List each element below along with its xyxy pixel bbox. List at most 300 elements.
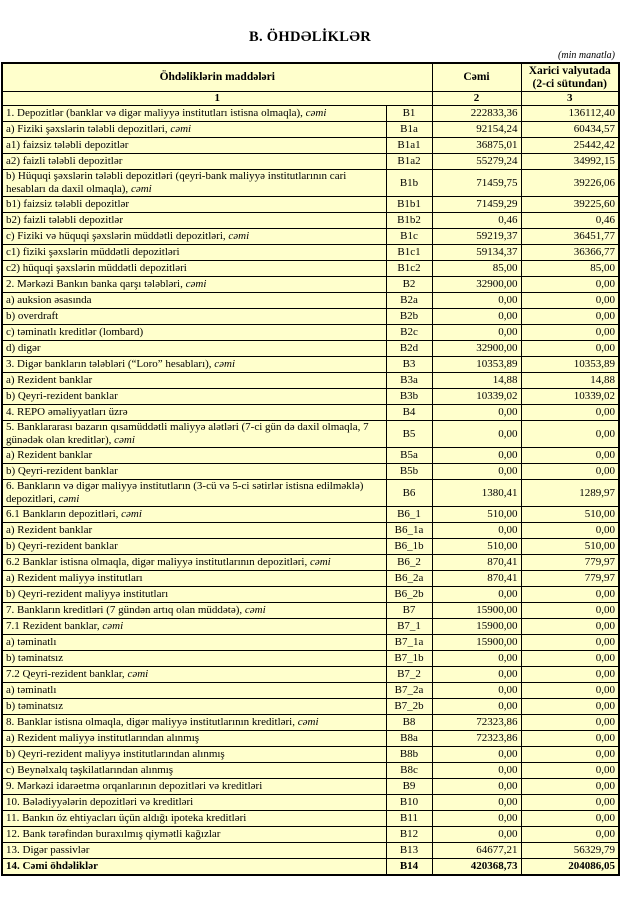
row-label-cell (2, 555, 386, 571)
row-code-cell: B7_1 (386, 619, 432, 635)
row-total-cell: 0,00 (432, 811, 521, 827)
table-row (2, 341, 619, 357)
row-foreign-cell: 25442,42 (521, 138, 619, 154)
row-label-text: c) Fiziki və hüquqi şəxslərin müddətli depozitləri, (6, 230, 226, 242)
row-total-cell: 71459,75 (432, 170, 521, 197)
row-code-cell: B8b (386, 747, 432, 763)
row-foreign-cell: 779,97 (521, 571, 619, 587)
row-code-cell: B7_1a (386, 635, 432, 651)
row-code-cell: B2a (386, 293, 432, 309)
table-row (2, 555, 619, 571)
table-header-row (2, 63, 619, 92)
row-foreign-cell: 85,00 (521, 261, 619, 277)
row-label-cell (2, 170, 386, 197)
table-row (2, 245, 619, 261)
row-foreign-cell: 36451,77 (521, 229, 619, 245)
row-total-cell: 10353,89 (432, 357, 521, 373)
column-number-items: 1 (2, 92, 432, 106)
row-total-cell: 0,00 (432, 667, 521, 683)
table-row (2, 779, 619, 795)
table-row (2, 587, 619, 603)
row-foreign-cell: 0,00 (521, 667, 619, 683)
row-foreign-cell: 0,00 (521, 731, 619, 747)
row-label-cell (2, 507, 386, 523)
row-label-cell (2, 389, 386, 405)
row-foreign-cell: 14,88 (521, 373, 619, 389)
liabilities-table (1, 62, 620, 876)
table-row (2, 699, 619, 715)
row-total-cell: 1380,41 (432, 480, 521, 507)
row-code-cell: B6_2a (386, 571, 432, 587)
row-total-cell: 420368,73 (432, 859, 521, 876)
row-foreign-cell: 0,00 (521, 747, 619, 763)
row-label-cell (2, 154, 386, 170)
row-label-text: a) Rezident banklar (6, 374, 93, 386)
row-code-cell: B6_2 (386, 555, 432, 571)
row-label-cell (2, 245, 386, 261)
row-label-em: cəmi (130, 183, 152, 195)
row-label-text: a) Rezident maliyyə institutları (6, 572, 143, 584)
row-total-cell: 15900,00 (432, 603, 521, 619)
table-row (2, 619, 619, 635)
row-label-text: b) Qeyri-rezident banklar (6, 390, 118, 402)
row-code-cell: B7_2 (386, 667, 432, 683)
row-foreign-cell: 136112,40 (521, 106, 619, 122)
row-label-cell (2, 421, 386, 448)
row-label-text: a) Fiziki şəxslərin tələbli depozitləri, (6, 123, 168, 135)
row-foreign-cell: 0,00 (521, 603, 619, 619)
row-code-cell: B5a (386, 448, 432, 464)
row-label-text: 3. Digər bankların tələbləri (“Loro” hesabları), (6, 358, 212, 370)
row-label-cell (2, 309, 386, 325)
row-foreign-cell: 0,00 (521, 325, 619, 341)
table-row (2, 523, 619, 539)
row-code-cell: B3a (386, 373, 432, 389)
table-row (2, 667, 619, 683)
row-label-cell (2, 464, 386, 480)
column-header-total: Cəmi (432, 63, 521, 92)
row-label-text: b1) faizsiz tələbli depozitlər (6, 198, 130, 210)
row-label-text: b) təminatsız (6, 652, 64, 664)
table-row (2, 405, 619, 421)
row-label-text: a) təminatlı (6, 684, 57, 696)
row-foreign-cell: 36366,77 (521, 245, 619, 261)
row-code-cell: B11 (386, 811, 432, 827)
table-row (2, 571, 619, 587)
row-foreign-cell: 0,00 (521, 421, 619, 448)
row-label-text: a) Rezident maliyyə institutlarından alınmış (6, 732, 200, 744)
row-foreign-cell: 0,00 (521, 341, 619, 357)
row-code-cell: B2d (386, 341, 432, 357)
table-row (2, 635, 619, 651)
row-total-cell: 870,41 (432, 555, 521, 571)
table-row (2, 507, 619, 523)
row-label-cell (2, 715, 386, 731)
row-label-text: a) auksion əsasında (6, 294, 92, 306)
row-foreign-cell: 0,00 (521, 277, 619, 293)
row-total-cell: 0,00 (432, 448, 521, 464)
row-code-cell: B1c (386, 229, 432, 245)
row-code-cell: B8 (386, 715, 432, 731)
row-label-cell (2, 843, 386, 859)
row-foreign-cell: 0,00 (521, 309, 619, 325)
table-row (2, 154, 619, 170)
row-label-cell (2, 373, 386, 389)
table-row (2, 747, 619, 763)
row-total-cell: 0,00 (432, 293, 521, 309)
table-row (2, 357, 619, 373)
row-label-em: cəmi (185, 278, 207, 290)
table-row (2, 811, 619, 827)
row-label-text: 6. Bankların və digər maliyyə institutların (3-cü və 5-ci sətirlər istisna edilməklə) depozitləri, (6, 480, 364, 505)
unit-note: (min manatla) (558, 50, 615, 61)
row-label-cell (2, 293, 386, 309)
row-label-text: 1. Depozitlər (banklar və digər maliyyə institutları istisna olmaqla), (6, 107, 303, 119)
row-total-cell: 0,00 (432, 523, 521, 539)
table-row (2, 421, 619, 448)
row-total-cell: 36875,01 (432, 138, 521, 154)
row-label-cell (2, 138, 386, 154)
table-row (2, 859, 619, 876)
row-label-cell (2, 571, 386, 587)
row-label-text: d) digər (6, 342, 41, 354)
row-total-cell: 0,00 (432, 464, 521, 480)
row-foreign-cell: 1289,97 (521, 480, 619, 507)
row-code-cell: B3 (386, 357, 432, 373)
row-label-text: b) overdraft (6, 310, 59, 322)
table-row (2, 293, 619, 309)
row-code-cell: B12 (386, 827, 432, 843)
row-label-em: cəmi (114, 434, 135, 446)
table-row (2, 122, 619, 138)
row-code-cell: B6_2b (386, 587, 432, 603)
row-code-cell: B1a2 (386, 154, 432, 170)
row-total-cell: 15900,00 (432, 619, 521, 635)
row-label-text: 14. Cəmi öhdəliklər (6, 860, 98, 872)
table-row (2, 325, 619, 341)
row-foreign-cell: 0,00 (521, 523, 619, 539)
row-total-cell: 14,88 (432, 373, 521, 389)
row-total-cell: 0,00 (432, 699, 521, 715)
row-label-text: c1) fiziki şəxslərin müddətli depozitləri (6, 246, 180, 258)
table-row (2, 539, 619, 555)
row-label-text: b) təminatsız (6, 700, 64, 712)
row-code-cell: B1a (386, 122, 432, 138)
row-total-cell: 59134,37 (432, 245, 521, 261)
row-label-cell (2, 763, 386, 779)
row-total-cell: 0,00 (432, 747, 521, 763)
row-label-text: 7. Bankların kreditləri (7 gündən artıq olan müddətə), (6, 604, 243, 616)
row-foreign-cell: 0,00 (521, 795, 619, 811)
row-total-cell: 85,00 (432, 261, 521, 277)
row-code-cell: B7_2b (386, 699, 432, 715)
row-label-cell (2, 587, 386, 603)
row-label-cell (2, 747, 386, 763)
row-foreign-cell: 0,00 (521, 635, 619, 651)
table-row (2, 197, 619, 213)
table-row (2, 138, 619, 154)
row-label-cell (2, 261, 386, 277)
table-row (2, 827, 619, 843)
row-label-text: c2) hüquqi şəxslərin müddətli depozitləri (6, 262, 187, 274)
row-label-cell (2, 699, 386, 715)
row-total-cell: 64677,21 (432, 843, 521, 859)
row-label-text: 7.2 Qeyri-rezident banklar, (6, 668, 125, 680)
row-label-text: 6.1 Bankların depozitləri, (6, 508, 119, 520)
row-label-em: cəmi (214, 358, 236, 370)
row-total-cell: 59219,37 (432, 229, 521, 245)
row-label-text: b) Qeyri-rezident banklar (6, 465, 118, 477)
table-row (2, 170, 619, 197)
row-label-cell (2, 683, 386, 699)
row-label-text: 7.1 Rezident banklar, (6, 620, 100, 632)
row-label-em: cəmi (228, 230, 250, 242)
table-row (2, 464, 619, 480)
row-label-cell (2, 106, 386, 122)
row-label-cell (2, 480, 386, 507)
row-total-cell: 0,00 (432, 827, 521, 843)
row-label-cell (2, 667, 386, 683)
row-label-em: cəmi (297, 716, 319, 728)
row-label-text: 13. Digər passivlər (6, 844, 90, 856)
row-code-cell: B1c1 (386, 245, 432, 261)
row-label-cell (2, 523, 386, 539)
row-total-cell: 0,00 (432, 325, 521, 341)
column-header-items: Öhdəliklərin maddələri (2, 63, 432, 92)
row-total-cell: 510,00 (432, 539, 521, 555)
row-label-em: cəmi (121, 508, 142, 520)
row-label-em: cəmi (170, 123, 192, 135)
row-foreign-cell: 204086,05 (521, 859, 619, 876)
row-foreign-cell: 0,00 (521, 651, 619, 667)
row-label-text: 11. Bankın öz ehtiyacları üçün aldığı ipoteka kreditləri (6, 812, 247, 824)
row-code-cell: B14 (386, 859, 432, 876)
row-code-cell: B6_1 (386, 507, 432, 523)
table-row (2, 651, 619, 667)
row-label-text: b) Qeyri-rezident maliyyə institutları (6, 588, 169, 600)
row-code-cell: B6 (386, 480, 432, 507)
row-foreign-cell: 0,00 (521, 293, 619, 309)
row-label-cell (2, 539, 386, 555)
row-foreign-cell: 0,00 (521, 715, 619, 731)
column-number-total: 2 (432, 92, 521, 106)
row-label-text: c) Beynəlxalq təşkilatlarından alınmış (6, 764, 174, 776)
table-row (2, 731, 619, 747)
row-label-cell (2, 827, 386, 843)
row-label-cell (2, 122, 386, 138)
table-row (2, 843, 619, 859)
row-total-cell: 0,46 (432, 213, 521, 229)
row-foreign-cell: 39226,06 (521, 170, 619, 197)
row-label-text: 8. Banklar istisna olmaqla, digər maliyyə institutlarının kreditləri, (6, 716, 295, 728)
row-foreign-cell: 510,00 (521, 507, 619, 523)
row-label-text: a) təminatlı (6, 636, 57, 648)
row-label-em: cəmi (309, 556, 331, 568)
row-total-cell: 10339,02 (432, 389, 521, 405)
row-code-cell: B7_2a (386, 683, 432, 699)
row-code-cell: B1 (386, 106, 432, 122)
column-number-row (2, 92, 619, 106)
row-total-cell: 0,00 (432, 795, 521, 811)
row-label-text: b) Qeyri-rezident maliyyə institutlarından alınmış (6, 748, 225, 760)
row-foreign-cell: 0,00 (521, 699, 619, 715)
row-label-text: c) təminatlı kreditlər (lombard) (6, 326, 144, 338)
row-label-text: 4. REPO əməliyyatları üzrə (6, 406, 128, 418)
row-label-cell (2, 229, 386, 245)
row-total-cell: 0,00 (432, 405, 521, 421)
row-label-cell (2, 341, 386, 357)
row-label-cell (2, 213, 386, 229)
row-code-cell: B1b2 (386, 213, 432, 229)
row-total-cell: 0,00 (432, 587, 521, 603)
row-total-cell: 222833,36 (432, 106, 521, 122)
row-code-cell: B10 (386, 795, 432, 811)
row-total-cell: 0,00 (432, 683, 521, 699)
row-total-cell: 72323,86 (432, 731, 521, 747)
row-label-text: 9. Mərkəzi idarəetmə orqanlarının depozitləri və kreditləri (6, 780, 263, 792)
row-foreign-cell: 34992,15 (521, 154, 619, 170)
row-code-cell: B8c (386, 763, 432, 779)
row-label-text: 10. Bələdiyyələrin depozitləri və kreditləri (6, 796, 194, 808)
table-row (2, 763, 619, 779)
row-total-cell: 0,00 (432, 779, 521, 795)
row-total-cell: 870,41 (432, 571, 521, 587)
row-total-cell: 32900,00 (432, 277, 521, 293)
row-foreign-cell: 0,00 (521, 811, 619, 827)
row-label-em: cəmi (305, 107, 327, 119)
row-foreign-cell: 779,97 (521, 555, 619, 571)
table-row (2, 213, 619, 229)
row-code-cell: B6_1a (386, 523, 432, 539)
row-code-cell: B3b (386, 389, 432, 405)
row-label-cell (2, 651, 386, 667)
row-total-cell: 32900,00 (432, 341, 521, 357)
row-total-cell: 71459,29 (432, 197, 521, 213)
row-label-cell (2, 448, 386, 464)
row-label-cell (2, 731, 386, 747)
row-label-cell (2, 277, 386, 293)
row-label-text: b) Hüquqi şəxslərin tələbli depozitləri (qeyri-bank maliyyə institutlarının cari hesabları da daxil olmaqla), (6, 170, 347, 195)
row-label-cell (2, 357, 386, 373)
table-row (2, 229, 619, 245)
row-label-text: 5. Banklararası bazarın qısamüddətli maliyyə alətləri (7-ci gün də daxil olmaqla, 7 günədək olan kreditlər), (6, 421, 369, 446)
table-row (2, 683, 619, 699)
row-label-text: 6.2 Banklar istisna olmaqla, digər maliyyə institutlarının depozitləri, (6, 556, 308, 568)
row-code-cell: B5 (386, 421, 432, 448)
row-total-cell: 92154,24 (432, 122, 521, 138)
table-row (2, 373, 619, 389)
row-foreign-cell: 510,00 (521, 539, 619, 555)
table-row (2, 480, 619, 507)
row-code-cell: B9 (386, 779, 432, 795)
row-label-cell (2, 603, 386, 619)
row-total-cell: 0,00 (432, 421, 521, 448)
row-code-cell: B8a (386, 731, 432, 747)
row-code-cell: B2b (386, 309, 432, 325)
row-code-cell: B2 (386, 277, 432, 293)
row-code-cell: B2c (386, 325, 432, 341)
row-label-em: cəmi (127, 668, 149, 680)
row-label-cell (2, 779, 386, 795)
row-code-cell: B1b1 (386, 197, 432, 213)
row-foreign-cell: 60434,57 (521, 122, 619, 138)
table-row (2, 389, 619, 405)
row-code-cell: B13 (386, 843, 432, 859)
row-label-cell (2, 197, 386, 213)
row-total-cell: 0,00 (432, 309, 521, 325)
row-code-cell: B1a1 (386, 138, 432, 154)
row-label-cell (2, 811, 386, 827)
row-foreign-cell: 39225,60 (521, 197, 619, 213)
row-foreign-cell: 56329,79 (521, 843, 619, 859)
row-label-text: a1) faizsiz tələbli depozitlər (6, 139, 129, 151)
column-header-foreign: Xarici valyutada (2-ci sütundan) (521, 63, 619, 92)
row-total-cell: 72323,86 (432, 715, 521, 731)
row-foreign-cell: 0,00 (521, 619, 619, 635)
row-total-cell: 55279,24 (432, 154, 521, 170)
row-foreign-cell: 10353,89 (521, 357, 619, 373)
row-code-cell: B6_1b (386, 539, 432, 555)
row-code-cell: B5b (386, 464, 432, 480)
page-title: B. ÖHDƏLİKLƏR (248, 29, 371, 45)
row-label-text: 2. Mərkəzi Bankın banka qarşı tələbləri, (6, 278, 183, 290)
row-foreign-cell: 0,00 (521, 464, 619, 480)
row-foreign-cell: 0,00 (521, 405, 619, 421)
row-label-text: b2) faizli tələbli depozitlər (6, 214, 123, 226)
row-foreign-cell: 0,00 (521, 587, 619, 603)
row-code-cell: B1b (386, 170, 432, 197)
row-code-cell: B7 (386, 603, 432, 619)
table-row (2, 261, 619, 277)
row-label-em: cəmi (102, 620, 124, 632)
row-foreign-cell: 0,00 (521, 448, 619, 464)
row-label-cell (2, 859, 386, 876)
table-row (2, 106, 619, 122)
row-foreign-cell: 10339,02 (521, 389, 619, 405)
row-label-cell (2, 795, 386, 811)
row-label-text: a) Rezident banklar (6, 449, 93, 461)
row-label-cell (2, 635, 386, 651)
row-code-cell: B1c2 (386, 261, 432, 277)
row-total-cell: 0,00 (432, 651, 521, 667)
row-label-em: cəmi (244, 604, 266, 616)
row-label-cell (2, 619, 386, 635)
row-total-cell: 0,00 (432, 763, 521, 779)
row-label-text: 12. Bank tərəfindən buraxılmış qiymətli kağızlar (6, 828, 221, 840)
row-code-cell: B4 (386, 405, 432, 421)
table-row (2, 715, 619, 731)
row-total-cell: 15900,00 (432, 635, 521, 651)
table-row (2, 448, 619, 464)
row-label-cell (2, 325, 386, 341)
table-body (2, 106, 619, 876)
table-row (2, 277, 619, 293)
row-foreign-cell: 0,46 (521, 213, 619, 229)
row-label-cell (2, 405, 386, 421)
row-foreign-cell: 0,00 (521, 763, 619, 779)
column-number-foreign: 3 (521, 92, 619, 106)
row-label-text: a) Rezident banklar (6, 524, 93, 536)
table-row (2, 603, 619, 619)
table-row (2, 309, 619, 325)
row-label-em: cəmi (58, 493, 80, 505)
row-label-text: b) Qeyri-rezident banklar (6, 540, 118, 552)
row-foreign-cell: 0,00 (521, 683, 619, 699)
row-label-text: a2) faizli tələbli depozitlər (6, 155, 123, 167)
row-total-cell: 510,00 (432, 507, 521, 523)
row-foreign-cell: 0,00 (521, 779, 619, 795)
row-foreign-cell: 0,00 (521, 827, 619, 843)
